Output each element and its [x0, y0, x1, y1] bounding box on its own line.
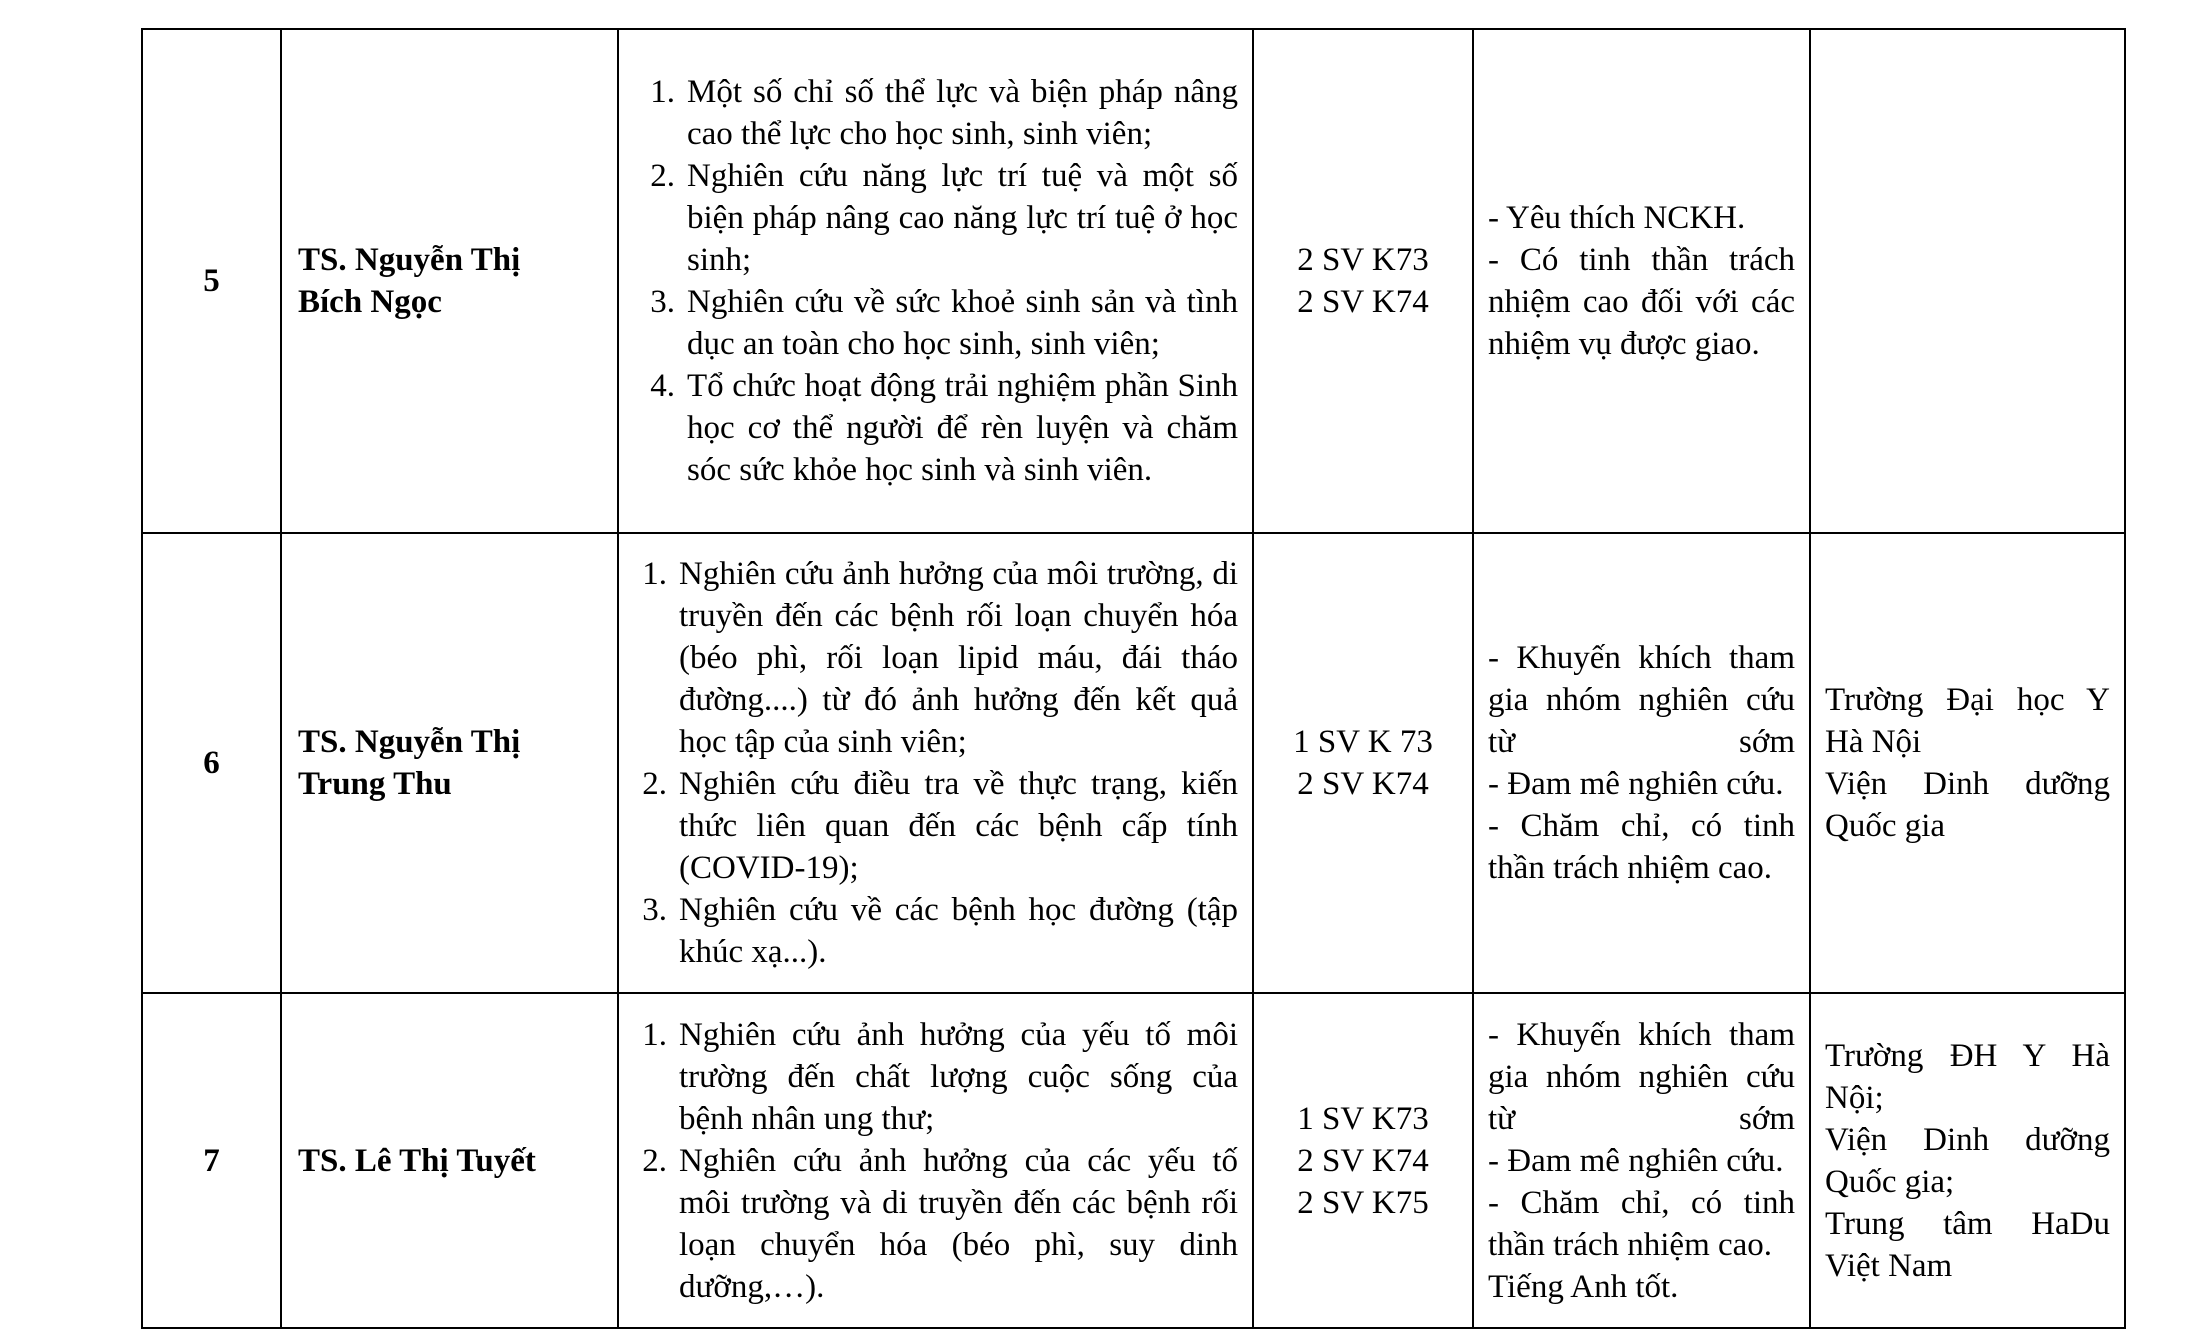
- topic-text: Tổ chức hoạt động trải nghiệm phần Sinh học cơ thể người để rèn luyện và chăm sóc sức khỏe học sinh và sinh viên.: [687, 368, 1238, 488]
- table-row: [142, 29, 2125, 533]
- topic-number: 1.: [642, 556, 667, 592]
- requirement-line: - Có tinh thần trách nhiệm cao đối với các nhiệm vụ được giao.: [1488, 242, 1795, 362]
- table-row: [142, 993, 2125, 1328]
- topic-text: Nghiên cứu ảnh hưởng của môi trường, di truyền đến các bệnh rối loạn chuyển hóa (béo phì, rối loạn lipid máu, đái tháo đường....) từ đó ảnh hưởng đến kết quả học tập của sinh viên;: [679, 556, 1238, 760]
- student-quota-line: 2 SV K74: [1297, 1142, 1429, 1179]
- partner-institution: [1810, 533, 2125, 993]
- supervisor-name-line: TS. Lê Thị Tuyết: [298, 1142, 536, 1179]
- student-quota: [1253, 993, 1473, 1328]
- topic-number: 2.: [642, 766, 667, 802]
- topic-item: [627, 889, 1238, 973]
- topic-text: Một số chỉ số thể lực và biện pháp nâng cao thể lực cho học sinh, sinh viên;: [687, 74, 1238, 152]
- requirement-line: - Khuyến khích tham gia nhóm nghiên cứu từ sớm: [1488, 1016, 1795, 1137]
- supervisor-name-line: Trung Thu: [298, 766, 452, 802]
- topic-number: 2.: [650, 158, 675, 194]
- partner-institution: [1810, 993, 2125, 1328]
- student-quota-line: 2 SV K75: [1297, 1184, 1429, 1221]
- student-quota-line: 2 SV K74: [1297, 284, 1429, 320]
- topic-text: Nghiên cứu điều tra về thực trạng, kiến thức liên quan đến các bệnh cấp tính (COVID-19);: [679, 766, 1238, 886]
- topic-text: Nghiên cứu về các bệnh học đường (tập khúc xạ...).: [679, 892, 1238, 970]
- topic-number: 3.: [650, 284, 675, 320]
- supervisor-name: [281, 993, 618, 1328]
- requirement-line: - Chăm chỉ, có tinh thần trách nhiệm cao.: [1488, 1184, 1795, 1263]
- supervisor-name: [281, 29, 618, 533]
- supervisor-name: [281, 533, 618, 993]
- supervisor-name-line: TS. Nguyễn Thị: [298, 242, 521, 278]
- research-topics: [618, 29, 1253, 533]
- requirements: [1473, 533, 1810, 993]
- topic-number: 1.: [650, 74, 675, 110]
- row-number: 6: [142, 533, 281, 993]
- topic-item: [627, 281, 1238, 365]
- topic-number: 1.: [642, 1016, 667, 1053]
- topic-text: Nghiên cứu về sức khoẻ sinh sản và tình dục an toàn cho học sinh, sinh viên;: [687, 284, 1238, 362]
- institution-line: Viện Dinh dưỡng Quốc gia: [1825, 766, 2110, 844]
- requirement-line: - Đam mê nghiên cứu.: [1488, 766, 1784, 802]
- requirement-line: - Khuyến khích tham gia nhóm nghiên cứu từ sớm: [1488, 640, 1795, 760]
- topic-item: [627, 71, 1238, 155]
- topic-item: [627, 365, 1238, 491]
- row-number: 5: [142, 29, 281, 533]
- requirement-line: - Đam mê nghiên cứu.: [1488, 1142, 1784, 1179]
- topic-text: Nghiên cứu ảnh hưởng của các yếu tố môi trường và di truyền đến các bệnh rối loạn chuyển hóa (béo phì, suy dinh dưỡng,…).: [679, 1142, 1238, 1305]
- topic-item: [627, 155, 1238, 281]
- topic-text: Nghiên cứu ảnh hưởng của yếu tố môi trường đến chất lượng cuộc sống của bệnh nhân ung thư;: [679, 1016, 1238, 1137]
- requirement-line: - Chăm chỉ, có tinh thần trách nhiệm cao.: [1488, 808, 1795, 886]
- institution-line: Trường ĐH Y Hà Nội;: [1825, 1037, 2110, 1116]
- research-topics: [618, 533, 1253, 993]
- topic-item: [627, 553, 1238, 763]
- requirement-line: - Yêu thích NCKH.: [1488, 200, 1746, 236]
- institution-line: Trung tâm HaDu Việt Nam: [1825, 1205, 2110, 1284]
- supervisor-name-line: Bích Ngọc: [298, 284, 442, 320]
- institution-line: Viện Dinh dưỡng Quốc gia;: [1825, 1121, 2110, 1200]
- student-quota-line: 1 SV K73: [1297, 1100, 1429, 1137]
- partner-institution: [1810, 29, 2125, 533]
- topic-text: Nghiên cứu năng lực trí tuệ và một số biện pháp nâng cao năng lực trí tuệ ở học sinh;: [687, 158, 1238, 278]
- row-number: 7: [142, 993, 281, 1328]
- topic-item: [627, 1014, 1238, 1140]
- topic-item: [627, 1140, 1238, 1308]
- student-quota: [1253, 533, 1473, 993]
- student-quota-line: 2 SV K73: [1297, 242, 1429, 278]
- requirements: [1473, 29, 1810, 533]
- institution-line: Trường Đại học Y Hà Nội: [1825, 682, 2110, 760]
- student-quota-line: 1 SV K 73: [1293, 724, 1433, 760]
- topic-number: 4.: [650, 368, 675, 404]
- topic-item: [627, 763, 1238, 889]
- student-quota-line: 2 SV K74: [1297, 766, 1429, 802]
- topic-number: 2.: [642, 1142, 667, 1179]
- supervisor-name-line: TS. Nguyễn Thị: [298, 724, 521, 760]
- student-quota: [1253, 29, 1473, 533]
- topic-number: 3.: [642, 892, 667, 928]
- supervisor-topics-table: [141, 28, 2126, 1329]
- requirement-line: Tiếng Anh tốt.: [1488, 1268, 1679, 1305]
- research-topics: [618, 993, 1253, 1328]
- table-row: [142, 533, 2125, 993]
- requirements: [1473, 993, 1810, 1328]
